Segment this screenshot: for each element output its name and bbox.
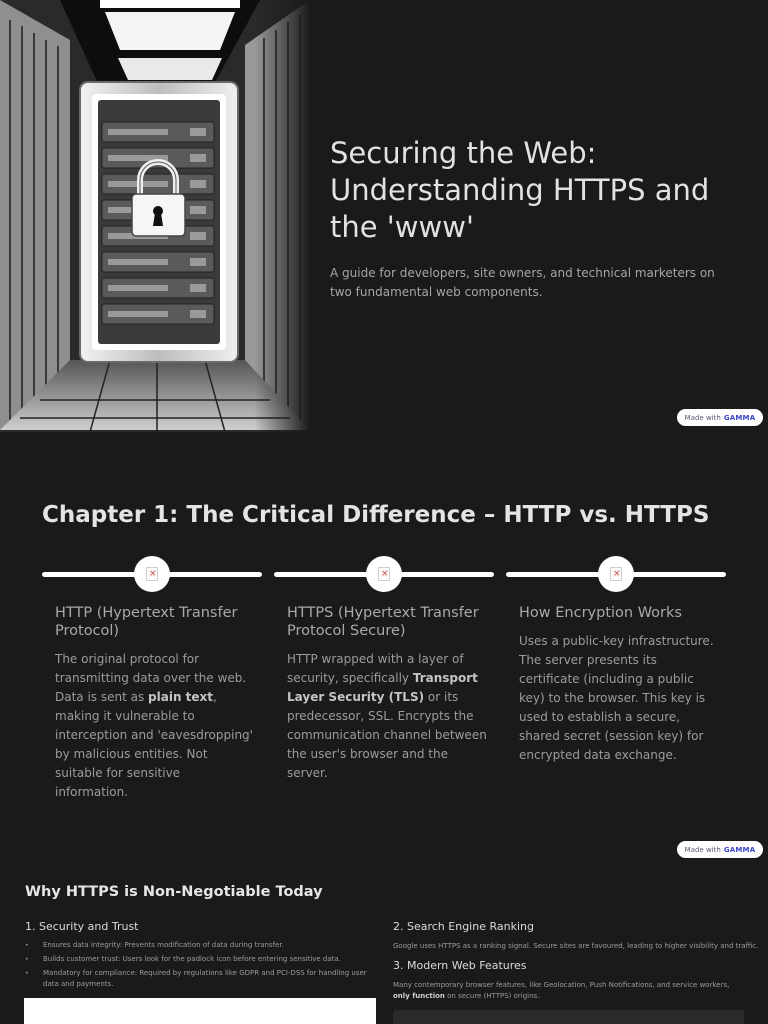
search-ranking-text: Google uses HTTPS as a ranking signal. Secure sites are favoured, leading to higher visibility and traffic. <box>393 942 759 950</box>
column-body: Uses a public-key infrastructure. The server presents its certificate (including a public key) to the browser. This key is used to establish a secure, shared secret (session key) for encrypted data exchange. <box>519 634 714 762</box>
chapter-title: Chapter 1: The Critical Difference – HTTP vs. HTTPS <box>42 502 710 528</box>
made-with-gamma-badge[interactable] <box>677 409 763 426</box>
made-with-gamma-badge[interactable] <box>677 841 763 858</box>
column-heading: HTTPS (Hypertext Transfer Protocol Secure) <box>287 605 479 639</box>
gamma-logo: GAMMA <box>723 845 756 854</box>
timeline-node <box>134 556 170 592</box>
timeline-node <box>366 556 402 592</box>
security-trust-heading: 1. Security and Trust <box>25 920 139 933</box>
column-heading: HTTP (Hypertext Transfer Protocol) <box>55 605 238 639</box>
slide-title: Securing the Web: Understanding HTTPS and the 'www' <box>330 136 710 244</box>
slide-subtitle: A guide for developers, site owners, and technical marketers on two fundamental web components. <box>330 266 715 299</box>
search-ranking-heading: 2. Search Engine Ranking <box>393 920 534 933</box>
column-heading: How Encryption Works <box>519 605 682 621</box>
callout-box <box>393 1010 744 1024</box>
security-trust-list <box>25 940 370 993</box>
timeline-node <box>598 556 634 592</box>
column-body: The original protocol for transmitting data over the web. Data is sent as plain text, making it vulnerable to interception and 'eavesdropping' by malicious entities. Not suitable for sensitive information. <box>55 652 253 799</box>
list-item: • Mandatory for compliance: Required by regulations like GDPR and PCI-DSS for handling user data and payments. <box>25 968 370 990</box>
broken-image-icon <box>610 567 622 581</box>
web-features-heading: 3. Modern Web Features <box>393 959 527 972</box>
list-item: • Ensures data integrity: Prevents modification of data during transfer. <box>25 940 370 951</box>
broken-image-icon <box>378 567 390 581</box>
broken-image-icon <box>146 567 158 581</box>
server-rack-padlock-image <box>0 0 310 432</box>
list-item: • Builds customer trust: Users look for the padlock icon before entering sensitive data. <box>25 954 370 965</box>
section-title: Why HTTPS is Non-Negotiable Today <box>25 884 323 900</box>
column-body: HTTP wrapped with a layer of security, specifically Transport Layer Security (TLS) or its predecessor, SSL. Encrypts the communication channel between the user's browser and the server. <box>287 652 487 780</box>
gamma-logo: GAMMA <box>723 413 756 422</box>
title-slide <box>0 0 768 432</box>
badge-prefix: Made with <box>684 845 721 854</box>
badge-prefix: Made with <box>684 413 721 422</box>
web-features-text: Many contemporary browser features, like Geolocation, Push Notifications, and service workers, only function on secure (HTTPS) origins. <box>393 981 730 1000</box>
image-placeholder <box>24 998 376 1024</box>
